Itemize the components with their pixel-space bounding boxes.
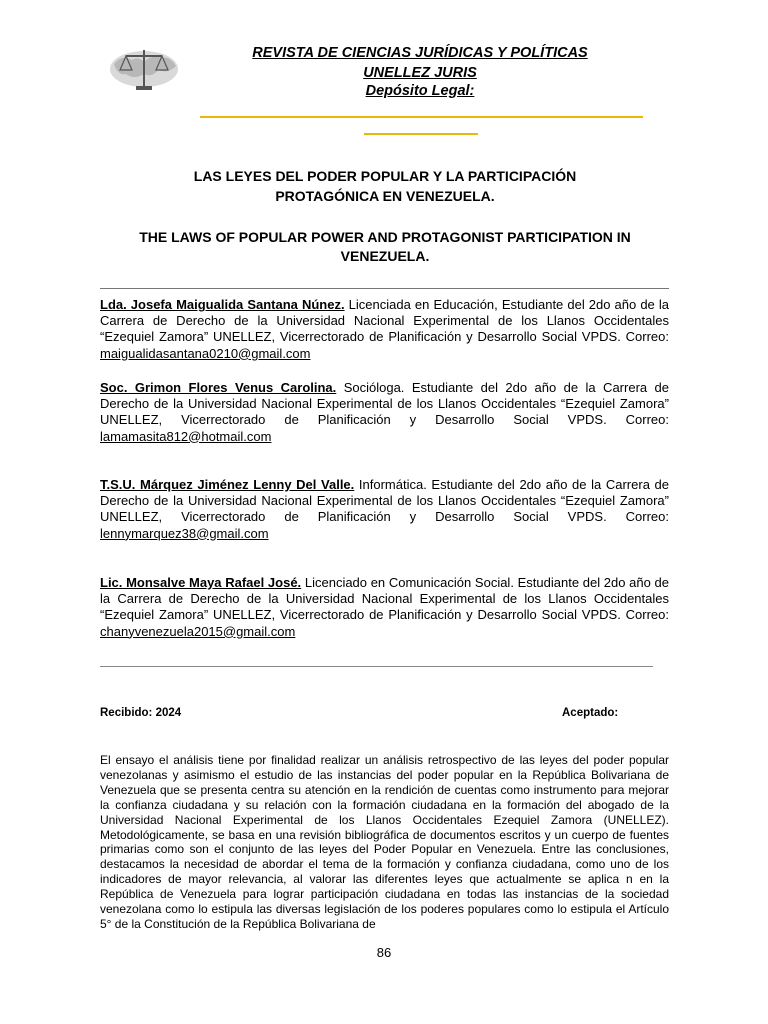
abstract-text: El ensayo el análisis tiene por finalidad realizar un análisis retrospectivo de las leyes del poder popular venezolanas y asimismo el estudio de las instancias del poder popular en la República Bolivariana de Venezuela que se presenta centra su atención en la rendición de cuentas como instrumento para mejorar la confianza ciudadana y su relación con la formación ciudadana en la formación del abogado de la Universidad Nacional Experimental de los Llanos Occidentales Ezequiel Zamora (UNELLEZ). Metodológicamente, se basa en una revisión bibliográfica de documentos escritos y un cuerpo de fuentes primarias como son el conjunto de las leyes del Poder Popular en Venezuela. Entre las conclusiones, destacamos la necesidad de abordar el tema de la formación y confianza ciudadana, como uno de los indicadores de mayor relevancia, al valorar las diferentes leyes que actualmente se aplica n en la República de Venezuela para lograr participación ciudadana en todas las instancias de la sociedad venezolana como lo estipula las diversas legislación de los poderes populares como lo estipula el Artículo 5° de la Constitución de la República Bolivariana de [100,753,669,931]
title-english-line1: THE LAWS OF POPULAR POWER AND PROTAGONIST PARTICIPATION IN [139,229,631,245]
deposit-legal: Depósito Legal: [365,83,475,99]
authors-bottom-rule [100,666,653,668]
author-email-link[interactable]: lamamasita812@hotmail.com [100,428,272,444]
author-block [100,575,669,640]
author-block [100,297,669,362]
received-date: Recibido: 2024 [100,707,182,719]
journal-subtitle: UNELLEZ JURIS [363,65,477,81]
title-spanish-line1: LAS LEYES DEL PODER POPULAR Y LA PARTICIPACIÓN [193,168,577,184]
author-name: T.S.U. Márquez Jiménez Lenny Del Valle. [100,477,355,492]
author-bio: Licenciado en Comunicación Social. Estudiante del 2do año de la Carrera de Derecho de la Universidad Nacional Experimental de los Llanos Occidentales “Ezequiel Zamora” UNELLEZ, Vicerrectorado de Planificación y Desarrollo Social VPDS. Correo: [100,575,669,623]
author-email-link[interactable]: lennymarquez38@gmail.com [100,525,269,541]
accepted-date: Aceptado: [562,707,619,719]
author-block [100,477,669,542]
author-name: Lic. Monsalve Maya Rafael José. [100,575,302,590]
author-block [100,380,669,445]
author-bio: Licenciada en Educación, Estudiante del 2do año de la Carrera de Derecho de la Universidad Nacional Experimental de los Llanos Occidentales “Ezequiel Zamora” UNELLEZ, Vicerrectorado de Planificación y Desarrollo Social VPDS. Correo: [100,297,669,345]
title-english-line2: VENEZUELA. [340,248,430,264]
title-spanish-line2: PROTAGÓNICA EN VENEZUELA. [275,188,495,204]
page-number: 86 [376,945,392,960]
author-bio: Informática. Estudiante del 2do año de la Carrera de Derecho de la Universidad Nacional Experimental de los Llanos Occidentales “Ezequiel Zamora” UNELLEZ, Vicerrectorado de Planificación y Desarrollo Social VPDS. Correo: [100,477,670,525]
header-gold-rule-short [364,133,478,135]
authors-top-rule [100,288,669,289]
scales-of-justice-globe-logo [108,44,180,94]
author-email-link[interactable]: maigualidasantana0210@gmail.com [100,345,311,361]
author-name: Lda. Josefa Maigualida Santana Núnez. [100,297,345,312]
author-name: Soc. Grimon Flores Venus Carolina. [100,380,337,395]
author-bio: Socióloga. Estudiante del 2do año de la Carrera de Derecho de la Universidad Nacional Experimental de los Llanos Occidentales “Ezequiel Zamora” UNELLEZ, Vicerrectorado de Planificación y Desarrollo Social VPDS. Correo: [100,380,669,428]
journal-name: REVISTA DE CIENCIAS JURÍDICAS Y POLÍTICAS [252,45,588,61]
header-gold-rule [200,116,643,118]
author-email-link[interactable]: chanyvenezuela2015@gmail.com [100,623,296,639]
